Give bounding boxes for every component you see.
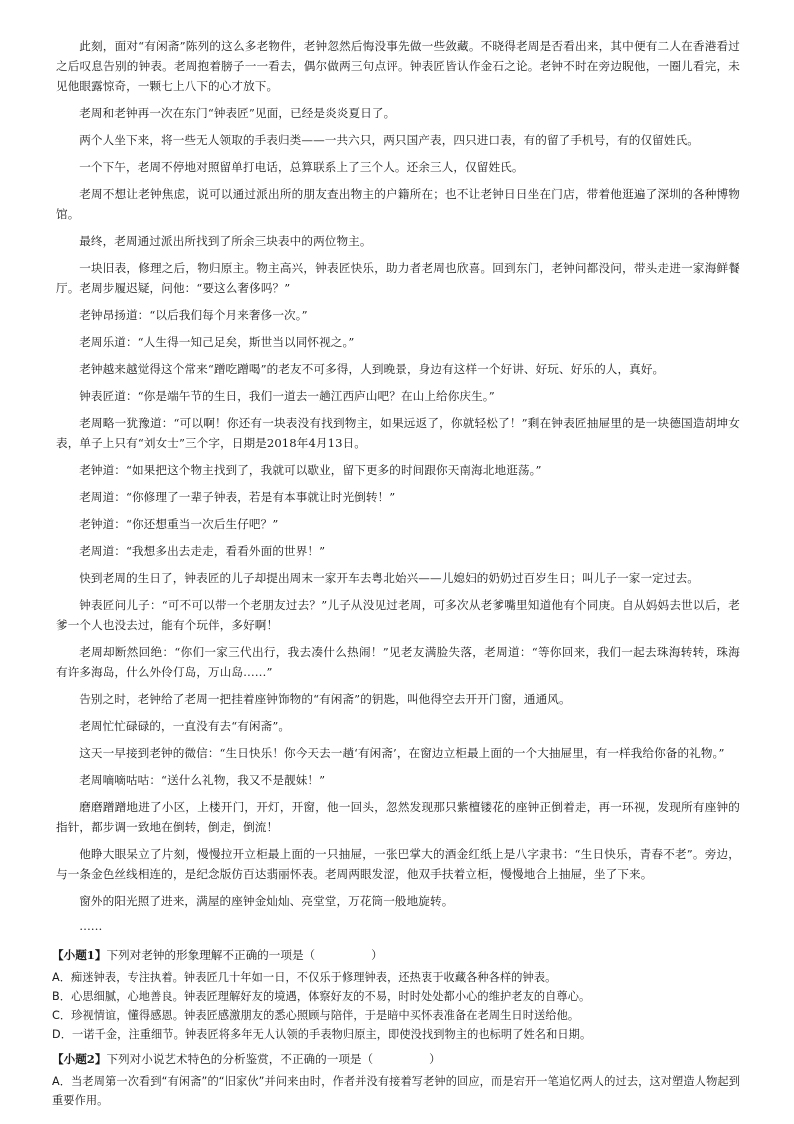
option-a: A．当老周第一次看到“有闲斋”的“旧家伙”并问来由时，作者并没有接着写老钟的回应，而是宕开一笔追忆两人的过去，这对塑造人物起到重要作用。 [52,1075,740,1107]
question-2 [52,1050,740,1110]
question-text-end: ） [371,948,383,962]
document-content [52,36,740,1110]
passage-paragraph: 告别之时，老钟给了老周一把挂着座钟饰物的“有闲斋”的钥匙，叫他得空去开开门窗，通通风。 [79,692,571,706]
passage-paragraph: 老周道：“我想多出去走走，看看外面的世界！” [79,544,326,558]
passage-ellipsis: …… [79,919,103,933]
passage-paragraph: 他睁大眼呆立了片刻，慢慢拉开立柜最上面的一只抽屉，一张巴掌大的酒金红纸上是八字隶书：“生日快乐，青春不老”。旁边，与一条金色丝线相连的，是纪念版仿百达翡丽怀表。老周两眼发涩，他双手扶着立柜，慢慢地合上抽屉，坐了下来。 [56,847,740,881]
passage-paragraph: 老周却断然回绝：“你们一家三代出行，我去凑什么热闹！”见老友满脸失落，老周道：“等你回来，我们一起去珠海转转，珠海有许多海岛，什么外伶仃岛，万山岛……” [56,645,740,679]
passage-paragraph: 老周乐道：“人生得一知己足矣，斯世当以同怀视之。” [79,335,355,349]
passage-paragraph: 老周嘀嘀咕咕：“送什么礼物，我又不是靓妹！” [79,773,326,787]
passage-paragraph: 老周和老钟再一次在东门“钟表匠”见面，已经是炎炎夏日了。 [79,106,396,120]
passage-paragraph: 一个下午，老周不停地对照留单打电话，总算联系上了三个人。还余三人，仅留姓氏。 [79,160,524,174]
option-a: A．痴迷钟表，专注执着。钟表匠几十年如一日，不仅乐于修理钟表，还热衷于收藏各种各样的钟表。 [52,971,557,984]
passage-paragraph: 钟表匠问儿子：“可不可以带一个老朋友过去？”儿子从没见过老周，可多次从老爹嘴里知道他有个同庚。自从妈妈去世以后，老爹一个人也没去过，能有个玩伴，多好啊！ [56,598,740,632]
passage-paragraph: 一块旧表，修理之后，物归原主。物主高兴，钟表匠快乐，助力者老周也欣喜。回到东门，老钟问都没问，带头走进一家海鲜餐厅。老周步履迟疑，问他：“要这么奢侈吗？” [56,261,740,295]
passage-paragraph: 窗外的阳光照了进来，满屋的座钟金灿灿、亮堂堂，万花筒一般地旋转。 [79,894,454,908]
option-b: B．心思细腻，心地善良。钟表匠理解好友的境遇，体察好友的不易，时时处处都小心的维护老友的自尊心。 [52,990,591,1003]
passage-paragraph: 老周道：“你修理了一辈子钟表，若是有本事就让时光倒转！” [79,490,396,504]
passage-paragraph: 老周忙忙碌碌的，一直没有去“有闲斋”。 [79,719,291,733]
question-stem [52,946,740,964]
passage-paragraph: 此刻，面对“有闲斋”陈列的这么多老物件，老钟忽然后悔没事先做一些敛藏。不晓得老周是否看出来，其中便有二人在香港看过之后叹息告别的钟表。老周抱着膀子一一看去，偶尔做两三句点评。钟表匠皆认作金石之论。老钟不时在旁边睨他，一圈儿看完，未见他眼露惊奇，一颗七上八下的心才放下。 [56,39,740,93]
passage-paragraph: 老钟越来越觉得这个常来“蹭吃蹭喝”的老友不可多得，人到晚景，身边有这样一个好讲、好玩、好乐的人，真好。 [79,362,665,376]
option-d: D．一诺千金，注重细节。钟表匠将多年无人认领的手表物归原主，即使没找到物主的也标明了姓名和日期。 [52,1028,592,1041]
passage-paragraph: 老钟昂扬道：“以后我们每个月来奢侈一次。” [79,308,308,322]
passage-paragraph: 两个人坐下来，将一些无人领取的手表归类——一共六只，两只国产表，四只进口表，有的留了手机号，有的仅留姓氏。 [79,133,699,147]
question-1 [52,946,740,1044]
passage-paragraph: 老周略一犹豫道：“可以啊！你还有一块表没有找到物主，如果远返了，你就轻松了！”剩在钟表匠抽屉里的是一块德国造胡坤女表，单子上只有“刘女士”三个字，日期是2018年4月13日。 [56,416,740,450]
passage-paragraph: 这天一早接到老钟的微信：“生日快乐！你今天去一趟‘有闲斋’，在窗边立柜最上面的一个大抽屉里，有一样我给你备的礼物。” [79,746,725,760]
passage-paragraph: 老钟道：“你还想重当一次后生仔吧？” [79,517,279,531]
question-text: 下列对老钟的形象理解不正确的一项是（ [106,948,316,962]
question-number: 【小题1】 [52,948,107,962]
question-text-end: ） [429,1052,441,1066]
passage-paragraph: 磨磨蹭蹭地进了小区，上楼开门，开灯，开窗，他一回头，忽然发现那只紫檀镂花的座钟正倒着走，再一环视，发现所有座钟的指针，都步调一致地在倒转，倒走，倒流！ [56,800,740,834]
passage-paragraph: 快到老周的生日了，钟表匠的儿子却提出周末一家开车去粤北始兴——儿媳妇的奶奶过百岁生日；叫儿子一家一定过去。 [79,571,699,585]
story-passage [56,36,740,934]
passage-paragraph: 老周不想让老钟焦虑，说可以通过派出所的朋友查出物主的户籍所在；也不让老钟日日坐在门店，带着他逛遍了深圳的各种博物馆。 [56,187,740,221]
question-text: 下列对小说艺术特色的分析鉴赏，不正确的一项是（ [106,1052,374,1066]
passage-paragraph: 最终，老周通过派出所找到了所余三块表中的两位物主。 [79,234,372,248]
passage-paragraph: 老钟道：“如果把这个物主找到了，我就可以歇业，留下更多的时间跟你天南海北地逛荡。” [79,463,542,477]
question-stem [52,1050,740,1068]
option-c: C．珍视情谊，懂得感恩。钟表匠感激朋友的悉心照顾与陪伴，于是暗中买怀表准备在老周生日时送给他。 [52,1009,580,1022]
question-number: 【小题2】 [52,1052,107,1066]
passage-paragraph: 钟表匠道：“你是端午节的生日，我们一道去一趟江西庐山吧？在山上给你庆生。” [79,389,495,403]
